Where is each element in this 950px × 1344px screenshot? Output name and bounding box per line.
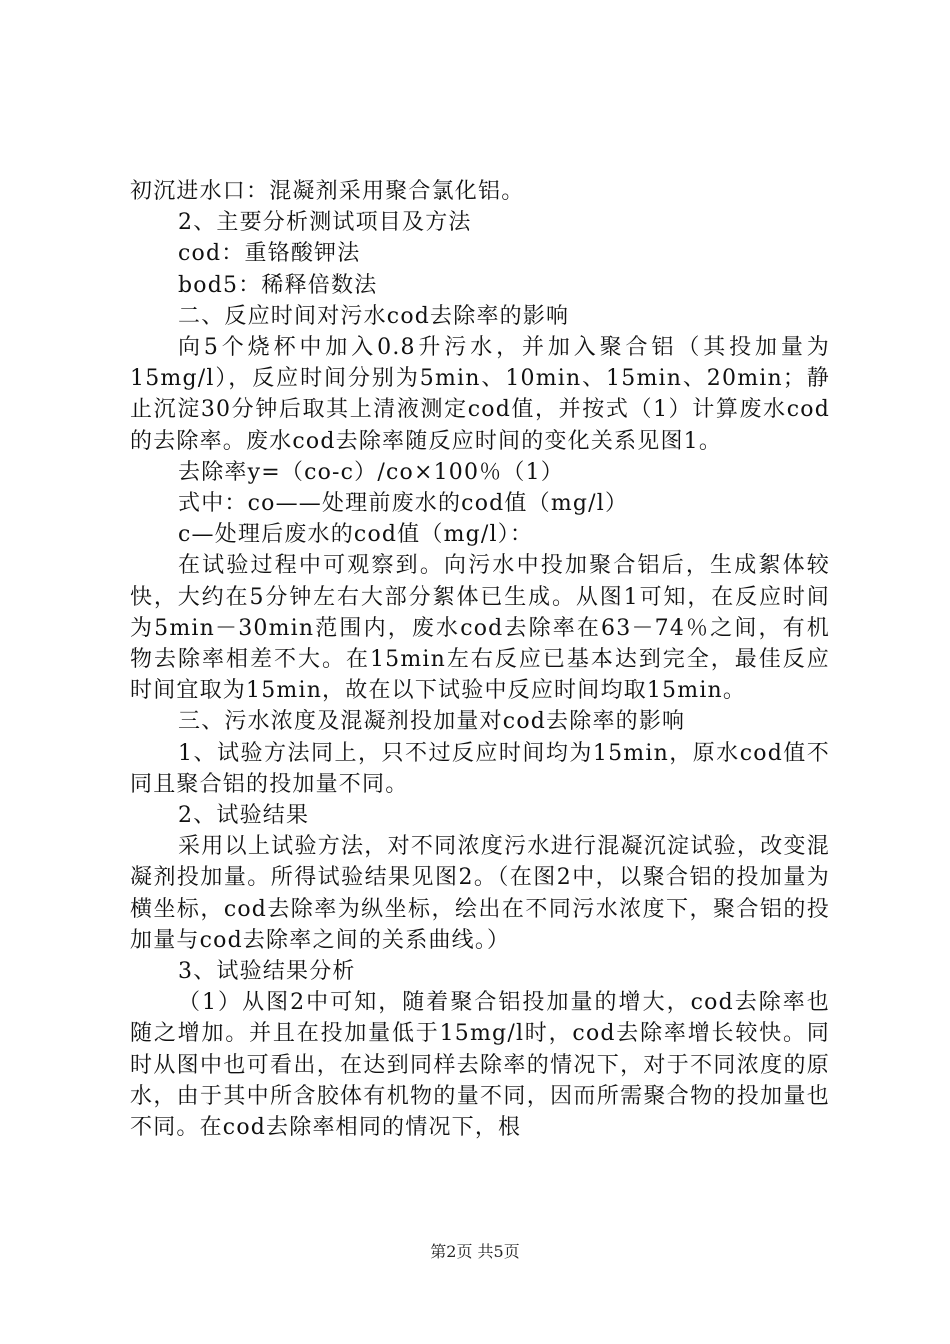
paragraph-method-item: cod：重铬酸钾法 [178, 241, 361, 267]
paragraph-formula: 去除率y=（co-c）/co×100％（1） [178, 459, 564, 485]
paragraph-section-heading: 二、反应时间对污水cod去除率的影响 [178, 303, 570, 329]
paragraph-continuation: 初沉进水口：混凝剂采用聚合氯化铝。 [130, 179, 525, 204]
paragraph-section-heading: 三、污水浓度及混凝剂投加量对cod去除率的影响 [178, 709, 686, 735]
paragraph-body: （1）从图2中可知，随着聚合铝投加量的增大，cod去除率也随之增加。并且在投加量低于15mg/l时，cod去除率增长较快。同时从图中也可看出，在达到同样去除率的情况下，对于不同浓度的原水，由于其中所含胶体有机物的量不同，因而所需聚合物的投加量也不同。在cod去除率相同的情况下，根 [130, 990, 830, 1141]
body-text [130, 176, 830, 1143]
page-number-label: 第2页 共5页 [430, 1242, 520, 1261]
page-footer [0, 1242, 950, 1262]
paragraph-subheading: 2、试验结果 [178, 803, 310, 829]
paragraph-formula-note: 式中：co——处理前废水的cod值（mg/l） [178, 491, 629, 517]
paragraph-formula-note: c—处理后废水的cod值（mg/l）： [178, 522, 534, 548]
paragraph-subheading: 3、试验结果分析 [178, 959, 356, 985]
paragraph-body: 1、试验方法同上，只不过反应时间均为15min，原水cod值不同且聚合铝的投加量不同。 [130, 740, 830, 797]
paragraph-subheading: 2、主要分析测试项目及方法 [178, 210, 472, 236]
paragraph-method-item: bod5：稀释倍数法 [178, 272, 378, 298]
paragraph-body: 在试验过程中可观察到。向污水中投加聚合铝后，生成絮体较快，大约在5分钟左右大部分絮体已生成。从图1可知，在反应时间为5min－30min范围内，废水cod去除率在63－74％之间，有机物去除率相差不大。在15min左右反应已基本达到完全，最佳反应时间宜取为15min，故在以下试验中反应时间均取15min。 [130, 553, 830, 704]
paragraph-body: 向5个烧杯中加入0.8升污水，并加入聚合铝（其投加量为15mg/l），反应时间分别为5min、10min、15min、20min；静止沉淀30分钟后取其上清液测定cod值，并按式（1）计算废水cod的去除率。废水cod去除率随反应时间的变化关系见图1。 [130, 335, 830, 454]
paragraph-body: 采用以上试验方法，对不同浓度污水进行混凝沉淀试验，改变混凝剂投加量。所得试验结果见图2。（在图2中，以聚合铝的投加量为横坐标，cod去除率为纵坐标，绘出在不同污水浓度下，聚合铝的投加量与cod去除率之间的关系曲线。） [130, 834, 830, 953]
